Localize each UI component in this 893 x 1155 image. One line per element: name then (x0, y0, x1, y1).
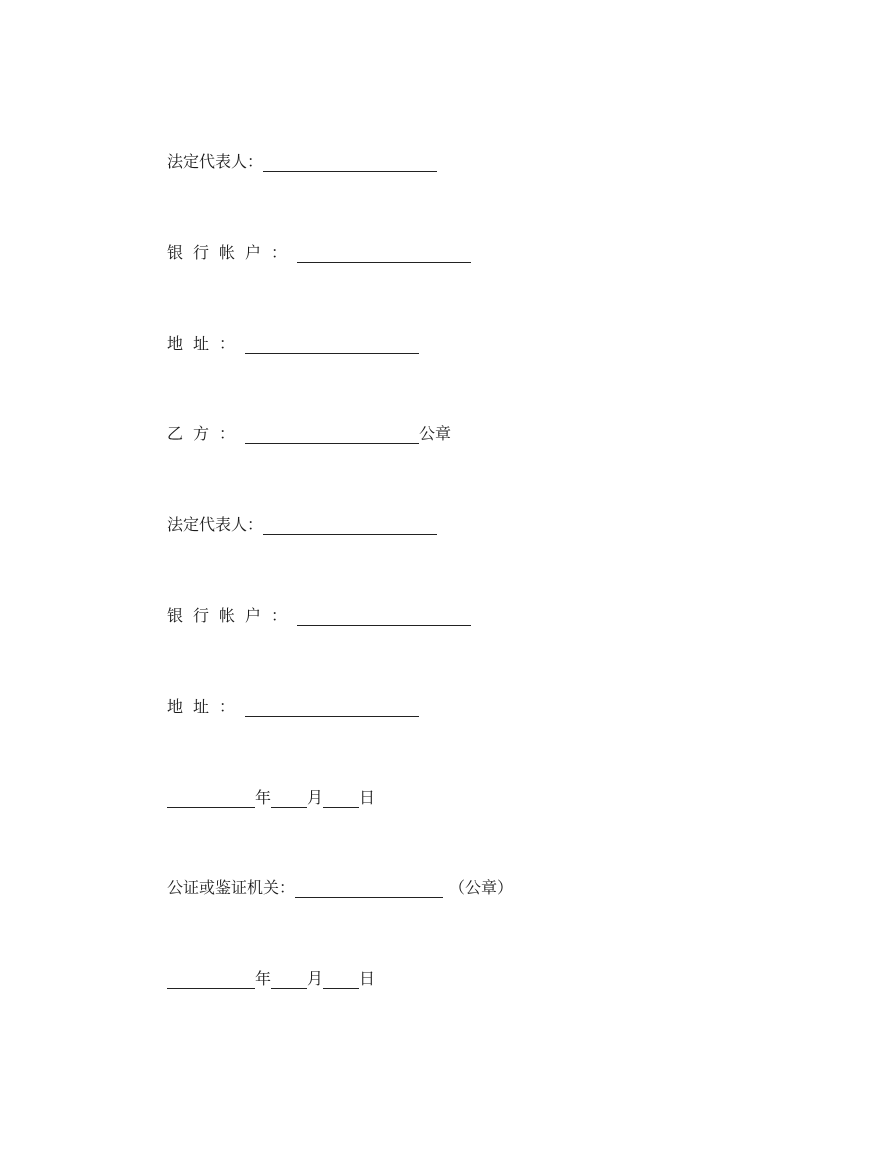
year-blank[interactable] (167, 970, 255, 989)
month-label: 月 (307, 788, 324, 807)
notary-label: 公证或鉴证机关： (167, 878, 296, 897)
day-blank[interactable] (323, 789, 359, 808)
bank-account-label: 银行帐户： (167, 243, 298, 262)
day-label: 日 (359, 788, 376, 807)
day-label: 日 (359, 969, 376, 988)
legal-rep-label: 法定代表人： (167, 152, 264, 171)
year-label: 年 (255, 969, 272, 988)
notary-blank[interactable] (295, 879, 443, 898)
legal-rep-blank[interactable] (263, 153, 437, 172)
month-blank[interactable] (271, 789, 307, 808)
bank-account-label: 银行帐户： (167, 606, 298, 625)
party-b-bank-row (167, 604, 471, 628)
party-b-name-row (167, 422, 451, 446)
month-blank[interactable] (271, 970, 307, 989)
bank-account-blank[interactable] (297, 607, 471, 626)
address-blank[interactable] (245, 698, 419, 717)
year-label: 年 (255, 788, 272, 807)
year-blank[interactable] (167, 789, 255, 808)
address-label: 地址： (167, 334, 246, 353)
party-b-seal-label: 公章 (419, 424, 452, 443)
party-b-label: 乙方： (167, 424, 246, 443)
bank-account-blank[interactable] (297, 244, 471, 263)
address-blank[interactable] (245, 335, 419, 354)
notary-row (167, 876, 513, 900)
legal-rep-blank[interactable] (263, 516, 437, 535)
notary-seal-label: （公章） (449, 878, 514, 897)
party-b-address-row (167, 695, 419, 719)
address-label: 地址： (167, 697, 246, 716)
legal-rep-label: 法定代表人： (167, 515, 264, 534)
party-a-legal-rep-row (167, 150, 437, 174)
party-b-legal-rep-row (167, 513, 437, 537)
month-label: 月 (307, 969, 324, 988)
date-row-1 (167, 786, 375, 810)
date-row-2 (167, 967, 375, 991)
party-a-address-row (167, 332, 419, 356)
party-b-name-blank[interactable] (245, 425, 419, 444)
day-blank[interactable] (323, 970, 359, 989)
party-a-bank-row (167, 241, 471, 265)
